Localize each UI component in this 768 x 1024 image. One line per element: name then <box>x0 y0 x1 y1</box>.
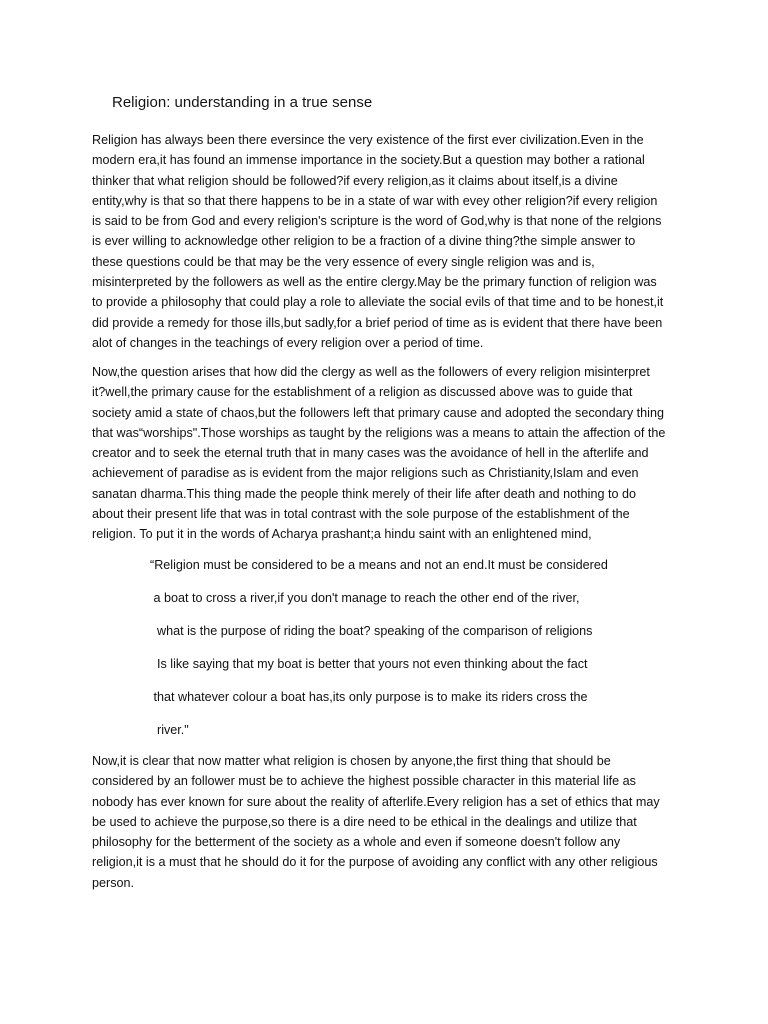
paragraph-line: is said to be from God and every religion's scripture is the word of God,why is that none of the relgions <box>92 214 662 229</box>
paragraph-line: thinker that what religion should be followed?if every religion,as it claims about itself,is a divine <box>92 173 618 188</box>
quote-line: that whatever colour a boat has,its only purpose is to make its riders cross the <box>150 690 588 704</box>
paragraph-line: did provide a remedy for those ills,but sadly,for a brief period of time as is evident that there have been <box>92 315 663 330</box>
quote-line: Is like saying that my boat is better that yours not even thinking about the fact <box>150 657 588 671</box>
paragraph-line: considered by an follower must be to achieve the highest possible character in this material life as <box>92 774 636 789</box>
paragraph-line: society amid a state of chaos,but the followers left that primary cause and adopted the secondary thing <box>92 405 664 420</box>
paragraph-line: achievement of paradise as is evident from the major religions such as Christianity,Islam and even <box>92 466 639 481</box>
paragraph-line: alot of changes in the teachings of every religion over a period of time. <box>92 335 484 350</box>
paragraph-line: these questions could be that may be the very essence of every single religion was and is, <box>92 254 595 269</box>
paragraph-line: be used to achieve the purpose,so there is a dire need to be ethical in the dealings and utilize that <box>92 814 637 829</box>
block-quote <box>150 555 670 753</box>
quote-line: river." <box>150 723 189 737</box>
quote-line: what is the purpose of riding the boat? speaking of the comparison of religions <box>150 624 593 638</box>
paragraph-line: it?well,the primary cause for the establishment of a religion as discussed above was to guide that <box>92 385 633 400</box>
quote-line: a boat to cross a river,if you don't manage to reach the other end of the river, <box>150 591 580 605</box>
paragraph-line: is ever willing to acknowledge other religion to be a fraction of a divine thing?the simple answer to <box>92 234 636 249</box>
paragraph-conclusion <box>92 751 692 893</box>
paragraph-line: Now,the question arises that how did the clergy as well as the followers of every religion misinterpret <box>92 365 650 379</box>
paragraph-line: religion. To put it in the words of Acharya prashant;a hindu saint with an enlightened mind, <box>92 527 592 542</box>
paragraph-line: Now,it is clear that now matter what religion is chosen by anyone,the first thing that should be <box>92 754 611 768</box>
paragraph-line: modern era,it has found an immense importance in the society.But a question may bother a rational <box>92 153 645 168</box>
paragraph-line: sanatan dharma.This thing made the people think merely of their life after death and nothing to do <box>92 486 636 501</box>
paragraph-line: nobody has ever known for sure about the reality of afterlife.Every religion has a set of ethics that may <box>92 794 660 809</box>
paragraph-question <box>92 362 692 545</box>
document-title: Religion: understanding in a true sense <box>112 94 373 111</box>
paragraph-line: to provide a philosophy that could play a role to alleviate the social evils of that time and to be honest,it <box>92 295 664 310</box>
paragraph-line: philosophy for the betterment of the society as a whole and even if someone doesn't follow any <box>92 835 621 850</box>
paragraph-intro <box>92 130 692 353</box>
paragraph-line: religion,it is a must that he should do it for the purpose of avoiding any conflict with any other religious <box>92 855 658 870</box>
paragraph-line: that was“worships".Those worships as taught by the religions was a means to attain the affection of the <box>92 425 666 440</box>
paragraph-line: creator and to seek the eternal truth that in many cases was the avoidance of hell in the afterlife and <box>92 446 649 461</box>
paragraph-line: entity,why is that so that there happens to be in a state of war with evey other religion?if every religion <box>92 193 658 208</box>
paragraph-line: misinterpreted by the followers as well as the entire clergy.May be the primary function of religion was <box>92 275 657 290</box>
quote-line: “Religion must be considered to be a means and not an end.It must be considered <box>150 558 608 572</box>
paragraph-line: Religion has always been there eversince the very existence of the first ever civilization.Even in the <box>92 133 644 147</box>
paragraph-line: about their present life that was in total contrast with the sole purpose of the establishment of the <box>92 507 630 522</box>
paragraph-line: person. <box>92 875 135 890</box>
